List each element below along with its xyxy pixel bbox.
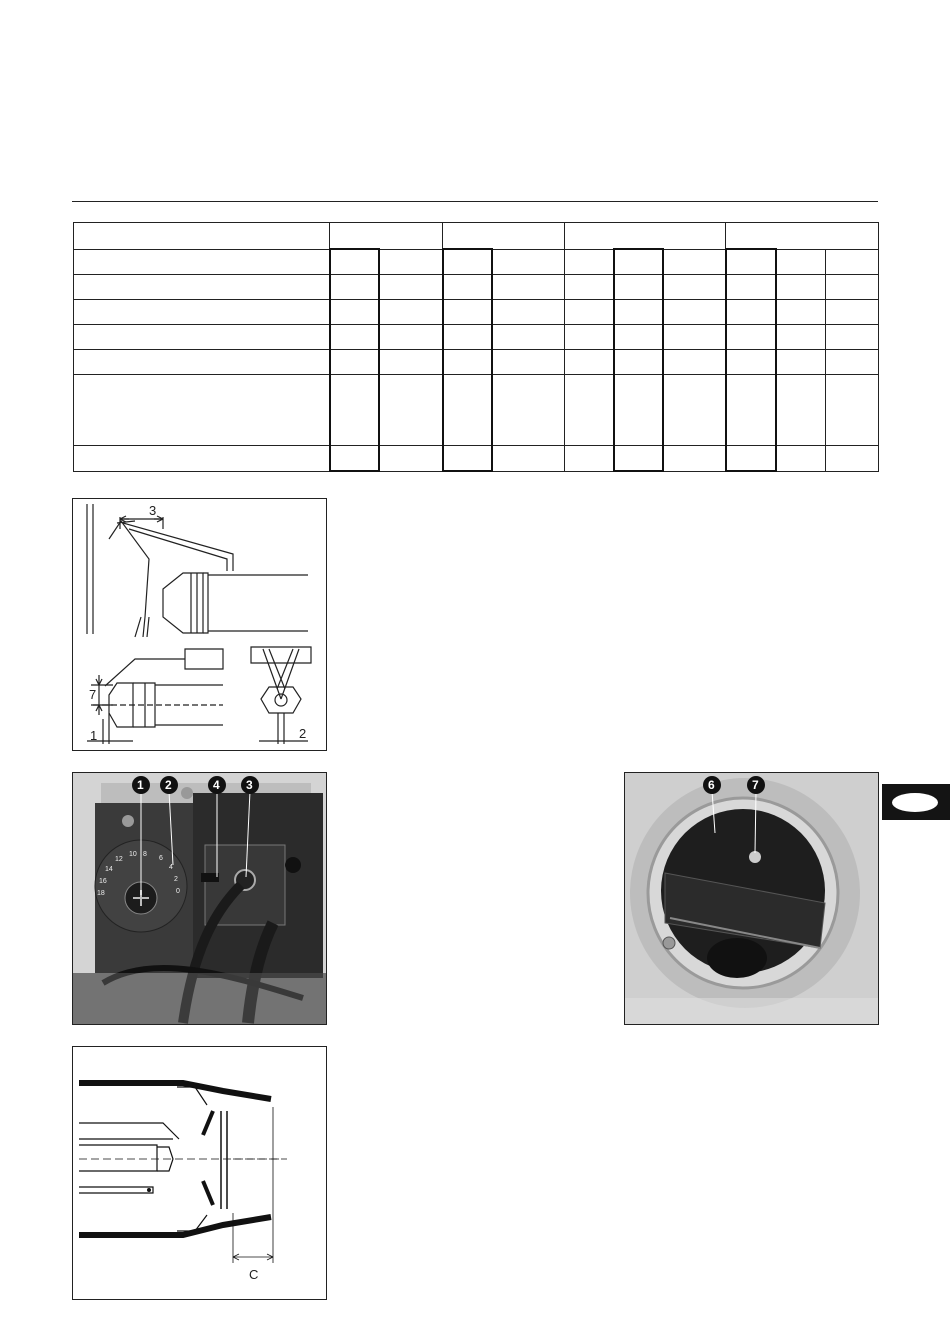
air-damper-photo <box>72 772 327 1025</box>
table-cell <box>443 223 565 250</box>
settings-table <box>73 222 879 472</box>
callout-2: 2 <box>165 778 172 792</box>
dial-number: 14 <box>105 866 113 873</box>
table-cell <box>74 223 330 250</box>
table-row <box>74 325 879 350</box>
dial-number: 8 <box>143 851 147 858</box>
table-row <box>74 375 879 446</box>
dial-number: 0 <box>176 888 180 895</box>
dial-number: 10 <box>129 851 137 858</box>
table-row <box>74 249 879 275</box>
dial-number: 2 <box>174 876 178 883</box>
table-row <box>74 446 879 472</box>
dial-number: 12 <box>115 856 123 863</box>
diffuser-photo <box>624 772 879 1025</box>
table-row <box>74 300 879 325</box>
header-rule <box>72 201 878 202</box>
electrode-setting-figure <box>72 498 327 751</box>
callout-7: 7 <box>752 778 759 792</box>
table-cell <box>726 223 879 250</box>
dim-label-2: 2 <box>299 726 307 741</box>
table-cell <box>565 223 726 250</box>
table-cell <box>330 223 443 250</box>
dim-label-3: 3 <box>149 503 157 518</box>
dial-number: 4 <box>169 864 173 871</box>
callout-6: 6 <box>708 778 715 792</box>
combustion-head-figure <box>72 1046 327 1300</box>
dim-label-c: C <box>249 1267 259 1282</box>
callout-1: 1 <box>137 778 144 792</box>
table-row <box>74 350 879 375</box>
dial-number: 16 <box>99 878 107 885</box>
dial-number: 6 <box>159 855 163 862</box>
section-tab <box>882 784 950 820</box>
dial-number: 18 <box>97 890 105 897</box>
dim-label-1: 1 <box>90 728 98 743</box>
callout-3: 3 <box>246 778 253 792</box>
section-tab-oval <box>892 793 938 812</box>
dim-label-7: 7 <box>89 687 97 702</box>
table-header-row <box>74 223 879 250</box>
callout-4: 4 <box>213 778 220 792</box>
table-row <box>74 275 879 300</box>
